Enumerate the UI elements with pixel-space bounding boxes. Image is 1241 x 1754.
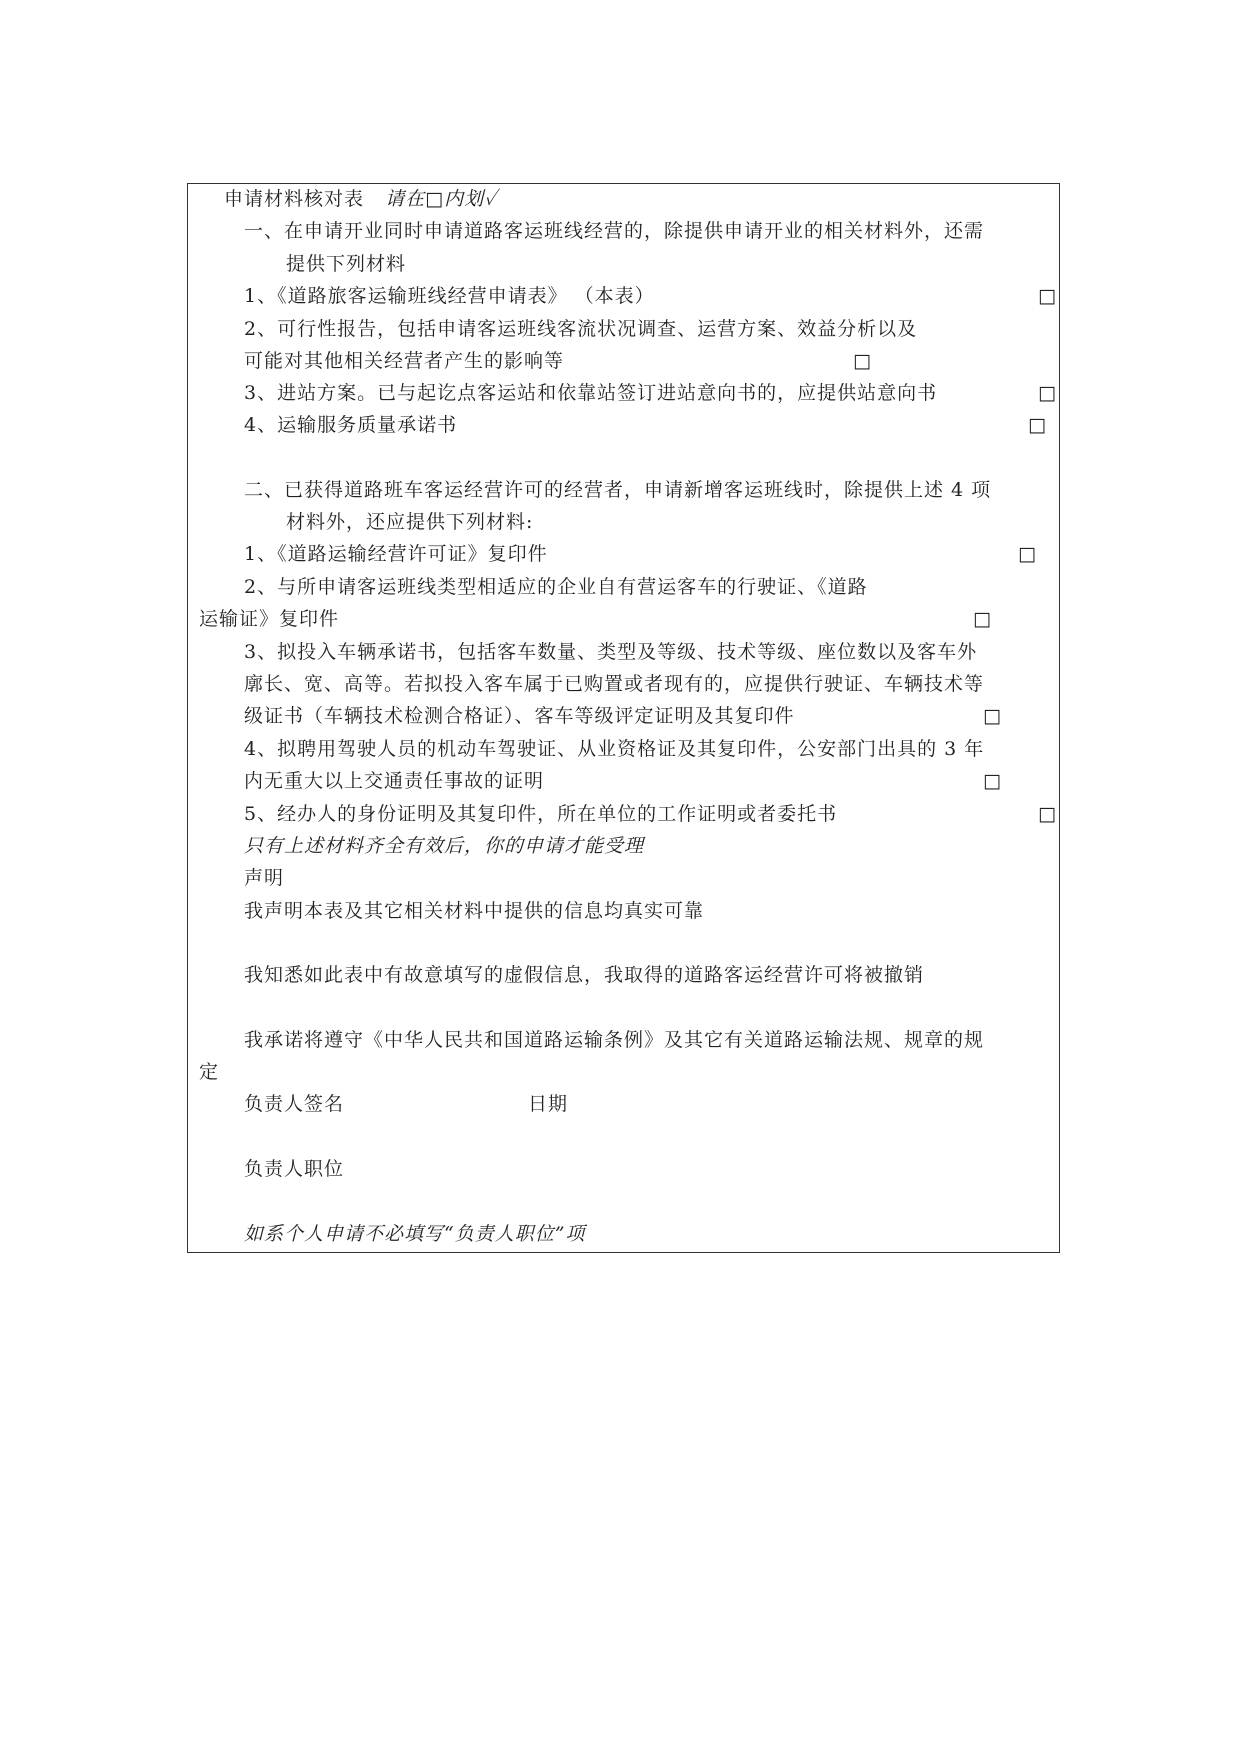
declaration-title: 声明 [244, 867, 285, 889]
declaration-revocation: 我知悉如此表中有故意填写的虚假信息，我取得的道路客运经营许可将被撤销 [244, 964, 925, 986]
section1-intro-line2: 提供下列材料 [286, 253, 407, 275]
section1-item1-checkbox[interactable]: □ [1038, 285, 1056, 307]
section2-item1: 1、《道路运输经营许可证》复印件 [244, 543, 548, 565]
declaration-compliance-line1: 我承诺将遵守《中华人民共和国道路运输条例》及其它有关道路运输法规、规章的规 [244, 1029, 985, 1051]
checklist-instruction: 请在□内划✓ [385, 188, 498, 210]
position-note: 如系个人申请不必填写“负责人职位”项 [244, 1223, 586, 1245]
section2-item3-line1: 3、拟投入车辆承诺书，包括客车数量、类型及等级、技术等级、座位数以及客车外 [244, 641, 978, 663]
section1-item3: 3、进站方案。已与起讫点客运站和依靠站签订进站意向书的，应提供站意向书 [244, 382, 938, 404]
section2-item5-checkbox[interactable]: □ [1038, 803, 1056, 825]
section2-item5: 5、经办人的身份证明及其复印件，所在单位的工作证明或者委托书 [244, 803, 838, 825]
checklist-title: 申请材料核对表 请在□内划✓ [224, 188, 498, 210]
section1-item3-checkbox[interactable]: □ [1038, 382, 1056, 404]
section1-item4-checkbox[interactable]: □ [1028, 414, 1046, 436]
section1-item1: 1、《道路旅客运输班线经营申请表》 （本表） [244, 285, 655, 307]
section2-item2-line1: 2、与所申请客运班线类型相适应的企业自有营运客车的行驶证、《道路 [244, 576, 868, 598]
section2-item3-line3: 级证书（车辆技术检测合格证）、客车等级评定证明及其复印件 [244, 705, 795, 727]
acceptance-notice: 只有上述材料齐全有效后，你的申请才能受理 [244, 835, 645, 857]
section2-intro-line2: 材料外，还应提供下列材料: [286, 511, 534, 533]
section1-intro-line1: 一、在申请开业同时申请道路客运班线经营的，除提供申请开业的相关材料外，还需 [244, 220, 985, 242]
section1-item2-line2: 可能对其他相关经营者产生的影响等 [244, 350, 565, 372]
section1-item2-line1: 2、可行性报告，包括申请客运班线客流状况调查、运营方案、效益分析以及 [244, 318, 918, 340]
section2-item2-line2: 运输证》复印件 [199, 608, 340, 630]
section2-item4-line2: 内无重大以上交通责任事故的证明 [244, 770, 545, 792]
section1-item4: 4、运输服务质量承诺书 [244, 414, 458, 436]
section2-item4-line1: 4、拟聘用驾驶人员的机动车驾驶证、从业资格证及其复印件，公安部门出具的 3 年 [244, 738, 985, 760]
section2-intro-line1: 二、已获得道路班车客运经营许可的经营者，申请新增客运班线时，除提供上述 4 项 [244, 479, 992, 501]
section2-item3-checkbox[interactable]: □ [983, 705, 1001, 727]
section2-item4-checkbox[interactable]: □ [983, 770, 1001, 792]
declaration-truthfulness: 我声明本表及其它相关材料中提供的信息均真实可靠 [244, 900, 705, 922]
section2-item2-checkbox[interactable]: □ [973, 608, 991, 630]
position-label: 负责人职位 [244, 1158, 345, 1180]
section2-item3-line2: 廓长、宽、高等。若拟投入客车属于已购置或者现有的，应提供行驶证、车辆技术等 [244, 673, 985, 695]
signer-label: 负责人签名 [244, 1093, 345, 1115]
section2-item1-checkbox[interactable]: □ [1018, 543, 1036, 565]
section1-item2-checkbox[interactable]: □ [853, 350, 871, 372]
declaration-compliance-line2: 定 [199, 1061, 220, 1083]
date-label: 日期 [528, 1093, 569, 1115]
